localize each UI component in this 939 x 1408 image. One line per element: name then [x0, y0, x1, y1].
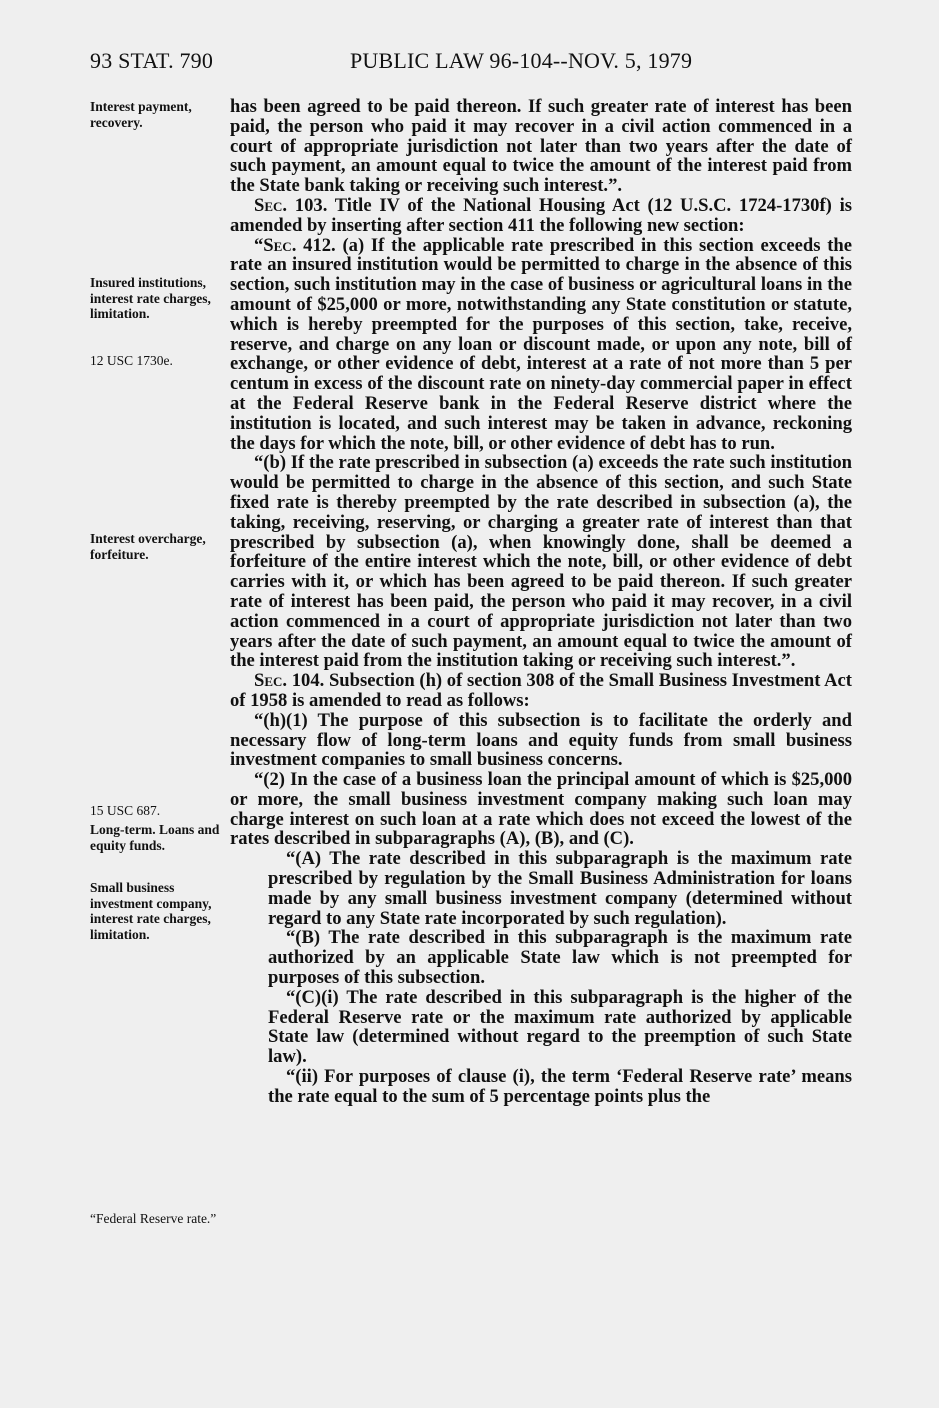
sec-label: Sec.: [254, 670, 288, 692]
body-text: [230, 97, 852, 1107]
paragraph-sec-412b: “(b) If the rate prescribed in subsection (a) exceeds the rate such institution would be permitted to charge in the absence of this section, and such State fixed rate is thereby preempted by the rate described in subsection (a), the taking, receiving, reserving, or charging a greater rate of interest than that prescribed by subsection (a), when knowingly done, shall be deemed a forfeiture of the entire interest which the note, bill, or other evidence of debt carries with it, or which has been agreed to be paid thereon. If such greater rate of interest has been paid, the person who paid it may recover, in a civil action commenced in a court of appropriate jurisdiction not later than two years after the date of such payment, an amount equal to twice the amount of the interest paid from the institution taking or receiving such interest.”.: [230, 452, 852, 672]
margin-note-insured-institutions: Insured institutions, interest rate charges, limitation.: [90, 275, 211, 321]
page-title: PUBLIC LAW 96-104--NOV. 5, 1979: [350, 48, 693, 73]
page-stat-citation: 93 STAT. 790: [90, 48, 214, 73]
paragraph-subpara-c-i: “(C)(i) The rate described in this subparagraph is the higher of the Federal Reserve rate or the maximum rate authorized by applicable State law (determined without regard to the preemption of such State law).: [268, 986, 852, 1068]
sec-104-text: 104. Subsection (h) of section 308 of the Small Business Investment Act of 1958 is amended to read as follows:: [230, 670, 852, 711]
sec-label: Sec.: [254, 194, 288, 216]
sec-103-text: 103. Title IV of the National Housing Act (12 U.S.C. 1724-1730f) is amended by inserting after section 411 the following new section:: [230, 194, 852, 236]
paragraph-subpara-b: “(B) The rate described in this subparagraph is the maximum rate authorized by an applicable State law which is not preempted for purposes of this subsection.: [268, 927, 852, 989]
paragraph-h1: “(h)(1) The purpose of this subsection is to facilitate the orderly and necessary flow of long-term loans and equity funds from small business investment companies to small business concerns.: [230, 709, 852, 771]
sec-label: Sec.: [263, 234, 297, 256]
sec-412a-text: 412. (a) If the applicable rate prescribed in this section exceeds the rate an insured institution would be permitted to charge in the absence of this section, such institution may in the case of business or agricultural loans in the amount of $25,000 or more, notwithstanding any State constitution or statute, which is hereby preempted for the purposes of this section, take, receive, reserve, and charge on any loan or discount made, or upon any note, bill of exchange, or other evidence of debt, interest at a rate of not more than 5 per centum in excess of the discount rate on ninety-day commercial paper in effect at the Federal Reserve bank in the Federal Reserve district where the institution is located, and such interest may be taken in advance, reckoning the days for which the note, bill, or other evidence of debt has to run.: [230, 234, 852, 454]
margin-note-interest-overcharge: Interest overcharge, forfeiture.: [90, 531, 206, 562]
paragraph-sec-412a: [230, 236, 852, 454]
margin-note-usc-citation-687: 15 USC 687.: [90, 803, 161, 818]
paragraph-subpara-c-ii: “(ii) For purposes of clause (i), the term ‘Federal Reserve rate’ means the rate equal to the sum of 5 percentage points plus the: [268, 1066, 852, 1107]
margin-note-interest-payment: Interest payment, recovery.: [90, 99, 192, 130]
margin-note-federal-reserve-rate: “Federal Reserve rate.”: [90, 1211, 217, 1226]
margin-note-long-term-loans: Long-term. Loans and equity funds.: [90, 822, 220, 853]
paragraph-h2: “(2) In the case of a business loan the principal amount of which is $25,000 or more, the small business investment company making such loan may charge interest on such loan at a rate which does not exceed the lowest of the rates described in subparagraphs (A), (B), and (C).: [230, 769, 852, 850]
paragraph-sec-103: [230, 196, 852, 236]
paragraph-subpara-a: “(A) The rate described in this subparagraph is the maximum rate prescribed by regulation by the Small Business Administration for loans made by any small business investment company (determined without regard to any State rate incorporated by such regulation).: [268, 848, 852, 929]
open-quote: “: [254, 234, 264, 256]
margin-note-usc-citation-1730e: 12 USC 1730e.: [90, 353, 173, 368]
paragraph-1: has been agreed to be paid thereon. If such greater rate of interest has been paid, the person who paid it may recover in a civil action commenced in a court of appropriate jurisdiction not later than two years after the date of such payment, an amount equal to twice the amount of the interest paid from the State bank taking or receiving such interest.”.: [230, 96, 852, 197]
paragraph-sec-104: [230, 671, 852, 711]
margin-note-small-business-investment: Small business investment company, interest rate charges, limitation.: [90, 880, 212, 942]
